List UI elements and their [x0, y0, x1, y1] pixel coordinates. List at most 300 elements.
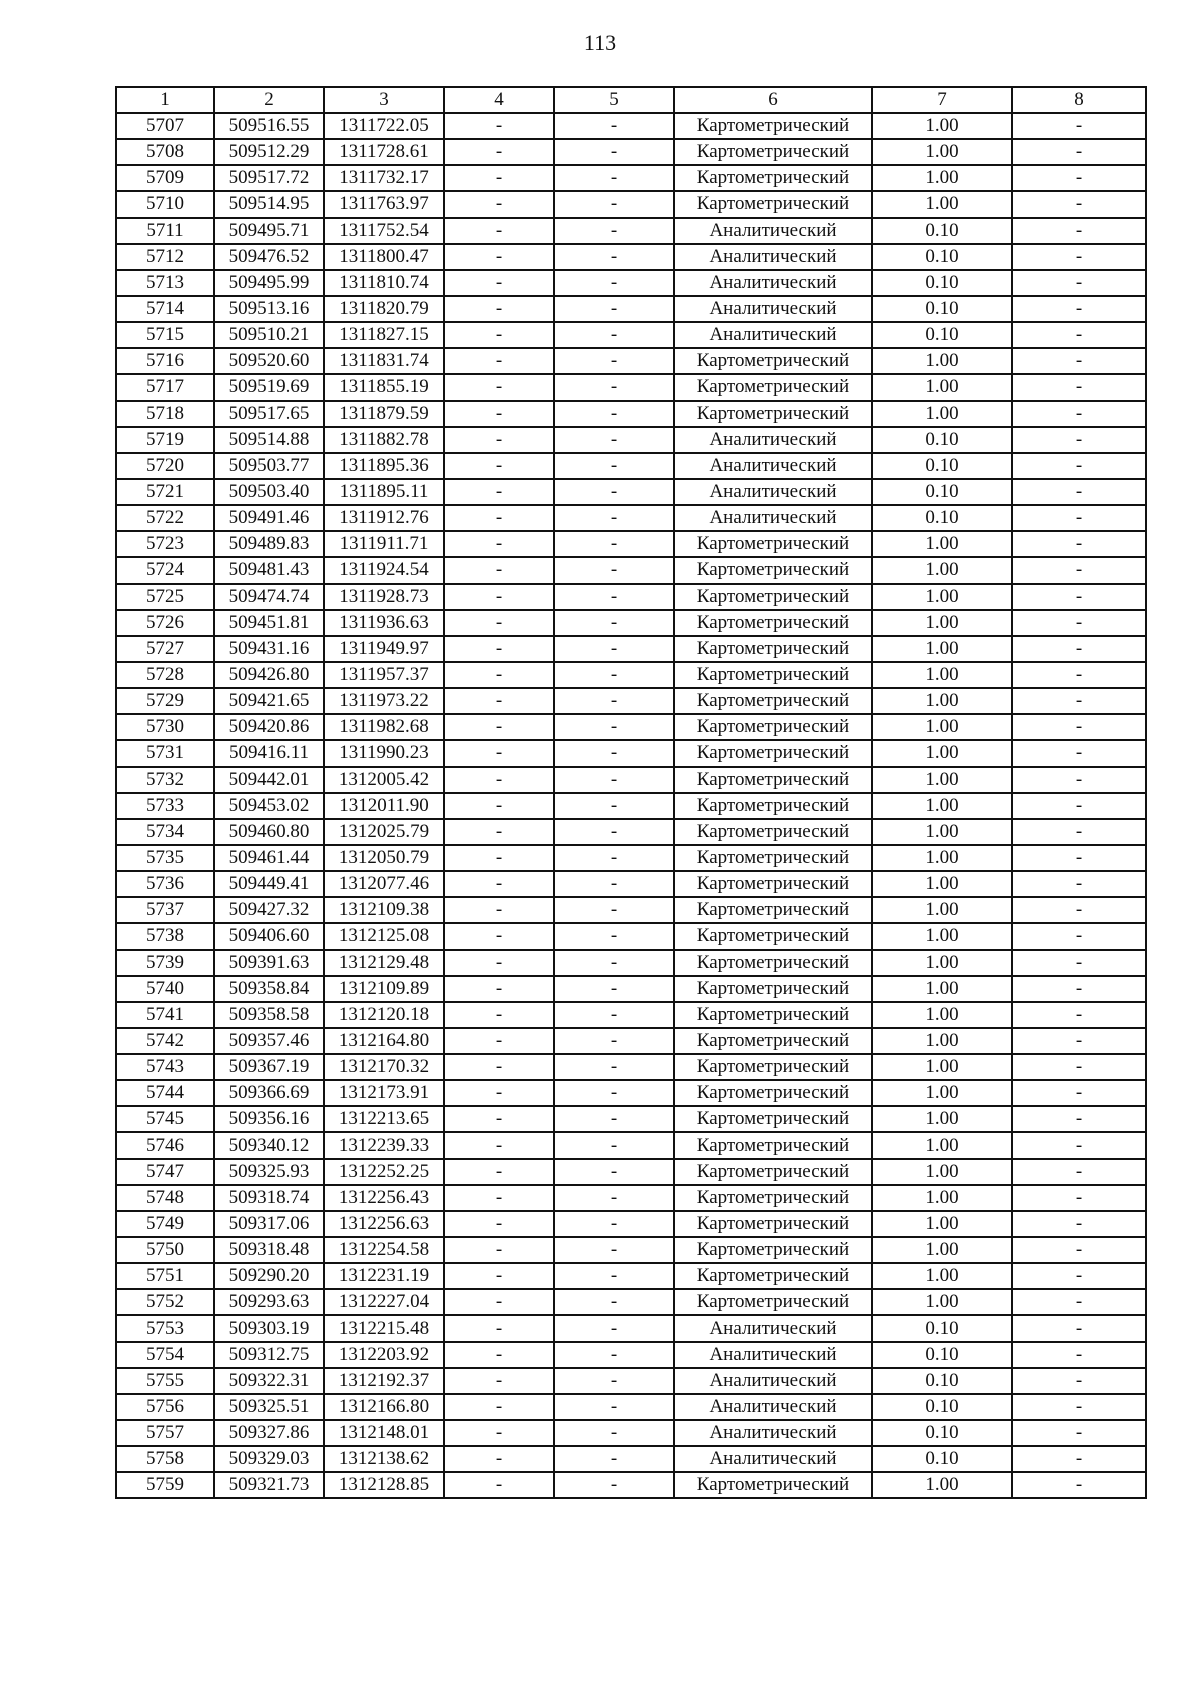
col5-cell: -	[554, 845, 674, 871]
accuracy-cell: 0.10	[872, 270, 1012, 296]
point-number-cell: 5728	[116, 662, 214, 688]
point-number-cell: 5743	[116, 1054, 214, 1080]
method-cell: Картометрический	[674, 688, 872, 714]
col5-cell: -	[554, 662, 674, 688]
method-cell: Аналитический	[674, 453, 872, 479]
x-coordinate-cell: 509321.73	[214, 1472, 324, 1498]
col8-cell: -	[1012, 505, 1146, 531]
method-cell: Аналитический	[674, 1315, 872, 1341]
method-cell: Картометрический	[674, 1185, 872, 1211]
accuracy-cell: 1.00	[872, 1237, 1012, 1263]
table-row	[116, 1472, 1146, 1498]
col4-cell: -	[444, 793, 554, 819]
x-coordinate-cell: 509420.86	[214, 714, 324, 740]
method-cell: Картометрический	[674, 1237, 872, 1263]
col8-cell: -	[1012, 584, 1146, 610]
col8-cell: -	[1012, 1185, 1146, 1211]
col4-cell: -	[444, 139, 554, 165]
point-number-cell: 5759	[116, 1472, 214, 1498]
y-coordinate-cell: 1312239.33	[324, 1132, 444, 1158]
x-coordinate-cell: 509340.12	[214, 1132, 324, 1158]
x-coordinate-cell: 509495.71	[214, 218, 324, 244]
col4-cell: -	[444, 636, 554, 662]
col4-cell: -	[444, 1237, 554, 1263]
y-coordinate-cell: 1312231.19	[324, 1263, 444, 1289]
accuracy-cell: 1.00	[872, 1159, 1012, 1185]
x-coordinate-cell: 509366.69	[214, 1080, 324, 1106]
col4-cell: -	[444, 845, 554, 871]
col5-cell: -	[554, 923, 674, 949]
col4-cell: -	[444, 1132, 554, 1158]
point-number-cell: 5735	[116, 845, 214, 871]
method-cell: Картометрический	[674, 923, 872, 949]
col8-cell: -	[1012, 871, 1146, 897]
x-coordinate-cell: 509489.83	[214, 531, 324, 557]
col8-cell: -	[1012, 1132, 1146, 1158]
col5-cell: -	[554, 897, 674, 923]
col5-cell: -	[554, 1315, 674, 1341]
point-number-cell: 5751	[116, 1263, 214, 1289]
col5-cell: -	[554, 950, 674, 976]
col8-cell: -	[1012, 557, 1146, 583]
point-number-cell: 5740	[116, 976, 214, 1002]
x-coordinate-cell: 509513.16	[214, 296, 324, 322]
y-coordinate-cell: 1312120.18	[324, 1002, 444, 1028]
x-coordinate-cell: 509416.11	[214, 740, 324, 766]
x-coordinate-cell: 509453.02	[214, 793, 324, 819]
point-number-cell: 5724	[116, 557, 214, 583]
accuracy-cell: 1.00	[872, 636, 1012, 662]
x-coordinate-cell: 509514.88	[214, 427, 324, 453]
col5-cell: -	[554, 1054, 674, 1080]
col5-cell: -	[554, 976, 674, 1002]
accuracy-cell: 1.00	[872, 871, 1012, 897]
col8-cell: -	[1012, 218, 1146, 244]
table-row	[116, 401, 1146, 427]
accuracy-cell: 1.00	[872, 793, 1012, 819]
method-cell: Картометрический	[674, 1263, 872, 1289]
col8-cell: -	[1012, 1080, 1146, 1106]
col4-cell: -	[444, 923, 554, 949]
point-number-cell: 5715	[116, 322, 214, 348]
col5-cell: -	[554, 218, 674, 244]
method-cell: Картометрический	[674, 819, 872, 845]
point-number-cell: 5708	[116, 139, 214, 165]
y-coordinate-cell: 1311895.36	[324, 453, 444, 479]
x-coordinate-cell: 509317.06	[214, 1211, 324, 1237]
col5-cell: -	[554, 584, 674, 610]
method-cell: Картометрический	[674, 374, 872, 400]
accuracy-cell: 0.10	[872, 1315, 1012, 1341]
x-coordinate-cell: 509391.63	[214, 950, 324, 976]
col8-cell: -	[1012, 1002, 1146, 1028]
col5-cell: -	[554, 1159, 674, 1185]
table-row	[116, 453, 1146, 479]
x-coordinate-cell: 509367.19	[214, 1054, 324, 1080]
accuracy-cell: 0.10	[872, 427, 1012, 453]
coordinates-table	[115, 86, 1147, 1499]
y-coordinate-cell: 1312138.62	[324, 1446, 444, 1472]
col5-cell: -	[554, 636, 674, 662]
x-coordinate-cell: 509312.75	[214, 1342, 324, 1368]
y-coordinate-cell: 1312077.46	[324, 871, 444, 897]
col4-cell: -	[444, 218, 554, 244]
y-coordinate-cell: 1312215.48	[324, 1315, 444, 1341]
y-coordinate-cell: 1311912.76	[324, 505, 444, 531]
x-coordinate-cell: 509421.65	[214, 688, 324, 714]
table-row	[116, 557, 1146, 583]
col4-cell: -	[444, 113, 554, 139]
table-row	[116, 950, 1146, 976]
accuracy-cell: 1.00	[872, 401, 1012, 427]
method-cell: Аналитический	[674, 322, 872, 348]
y-coordinate-cell: 1312011.90	[324, 793, 444, 819]
table-row	[116, 714, 1146, 740]
col4-cell: -	[444, 1394, 554, 1420]
table-row	[116, 819, 1146, 845]
col5-cell: -	[554, 1132, 674, 1158]
accuracy-cell: 0.10	[872, 453, 1012, 479]
col5-cell: -	[554, 244, 674, 270]
table-row	[116, 1028, 1146, 1054]
x-coordinate-cell: 509290.20	[214, 1263, 324, 1289]
method-cell: Картометрический	[674, 714, 872, 740]
y-coordinate-cell: 1311924.54	[324, 557, 444, 583]
x-coordinate-cell: 509427.32	[214, 897, 324, 923]
point-number-cell: 5718	[116, 401, 214, 427]
point-number-cell: 5726	[116, 610, 214, 636]
col4-cell: -	[444, 662, 554, 688]
col8-cell: -	[1012, 139, 1146, 165]
table-row	[116, 871, 1146, 897]
col8-cell: -	[1012, 950, 1146, 976]
table-row	[116, 1420, 1146, 1446]
x-coordinate-cell: 509503.40	[214, 479, 324, 505]
col4-cell: -	[444, 322, 554, 348]
col4-cell: -	[444, 1472, 554, 1498]
y-coordinate-cell: 1312125.08	[324, 923, 444, 949]
y-coordinate-cell: 1311752.54	[324, 218, 444, 244]
col8-cell: -	[1012, 113, 1146, 139]
col4-cell: -	[444, 819, 554, 845]
table-row	[116, 113, 1146, 139]
point-number-cell: 5717	[116, 374, 214, 400]
point-number-cell: 5711	[116, 218, 214, 244]
table-row	[116, 740, 1146, 766]
table-row	[116, 531, 1146, 557]
col8-cell: -	[1012, 767, 1146, 793]
table-row	[116, 1446, 1146, 1472]
x-coordinate-cell: 509503.77	[214, 453, 324, 479]
point-number-cell: 5749	[116, 1211, 214, 1237]
method-cell: Картометрический	[674, 1159, 872, 1185]
table-row	[116, 322, 1146, 348]
col4-cell: -	[444, 1446, 554, 1472]
col5-cell: -	[554, 688, 674, 714]
point-number-cell: 5731	[116, 740, 214, 766]
method-cell: Аналитический	[674, 218, 872, 244]
y-coordinate-cell: 1311763.97	[324, 191, 444, 217]
col8-cell: -	[1012, 714, 1146, 740]
col8-cell: -	[1012, 636, 1146, 662]
x-coordinate-cell: 509442.01	[214, 767, 324, 793]
point-number-cell: 5744	[116, 1080, 214, 1106]
table-row	[116, 374, 1146, 400]
col4-cell: -	[444, 871, 554, 897]
col4-cell: -	[444, 165, 554, 191]
y-coordinate-cell: 1311973.22	[324, 688, 444, 714]
y-coordinate-cell: 1311928.73	[324, 584, 444, 610]
y-coordinate-cell: 1312129.48	[324, 950, 444, 976]
method-cell: Картометрический	[674, 1211, 872, 1237]
point-number-cell: 5712	[116, 244, 214, 270]
accuracy-cell: 1.00	[872, 845, 1012, 871]
table-row	[116, 845, 1146, 871]
table-row	[116, 1159, 1146, 1185]
y-coordinate-cell: 1312252.25	[324, 1159, 444, 1185]
col4-cell: -	[444, 1185, 554, 1211]
col5-cell: -	[554, 740, 674, 766]
point-number-cell: 5720	[116, 453, 214, 479]
col4-cell: -	[444, 688, 554, 714]
y-coordinate-cell: 1311800.47	[324, 244, 444, 270]
point-number-cell: 5753	[116, 1315, 214, 1341]
x-coordinate-cell: 509357.46	[214, 1028, 324, 1054]
col8-cell: -	[1012, 1289, 1146, 1315]
point-number-cell: 5737	[116, 897, 214, 923]
accuracy-cell: 1.00	[872, 139, 1012, 165]
x-coordinate-cell: 509449.41	[214, 871, 324, 897]
accuracy-cell: 1.00	[872, 374, 1012, 400]
method-cell: Картометрический	[674, 976, 872, 1002]
column-header: 2	[214, 87, 324, 113]
x-coordinate-cell: 509519.69	[214, 374, 324, 400]
method-cell: Картометрический	[674, 1472, 872, 1498]
y-coordinate-cell: 1311911.71	[324, 531, 444, 557]
col4-cell: -	[444, 479, 554, 505]
accuracy-cell: 1.00	[872, 976, 1012, 1002]
method-cell: Картометрический	[674, 740, 872, 766]
table-row	[116, 976, 1146, 1002]
point-number-cell: 5745	[116, 1106, 214, 1132]
col8-cell: -	[1012, 845, 1146, 871]
point-number-cell: 5738	[116, 923, 214, 949]
col4-cell: -	[444, 1054, 554, 1080]
col5-cell: -	[554, 139, 674, 165]
x-coordinate-cell: 509358.84	[214, 976, 324, 1002]
col8-cell: -	[1012, 401, 1146, 427]
x-coordinate-cell: 509406.60	[214, 923, 324, 949]
col5-cell: -	[554, 1211, 674, 1237]
table-row	[116, 270, 1146, 296]
method-cell: Картометрический	[674, 1132, 872, 1158]
col4-cell: -	[444, 557, 554, 583]
col4-cell: -	[444, 244, 554, 270]
method-cell: Аналитический	[674, 244, 872, 270]
y-coordinate-cell: 1312254.58	[324, 1237, 444, 1263]
y-coordinate-cell: 1312166.80	[324, 1394, 444, 1420]
col5-cell: -	[554, 348, 674, 374]
accuracy-cell: 0.10	[872, 1446, 1012, 1472]
col4-cell: -	[444, 897, 554, 923]
table-row	[116, 218, 1146, 244]
x-coordinate-cell: 509431.16	[214, 636, 324, 662]
col8-cell: -	[1012, 296, 1146, 322]
col5-cell: -	[554, 819, 674, 845]
y-coordinate-cell: 1311882.78	[324, 427, 444, 453]
table-row	[116, 1080, 1146, 1106]
col4-cell: -	[444, 1211, 554, 1237]
method-cell: Картометрический	[674, 845, 872, 871]
accuracy-cell: 1.00	[872, 1002, 1012, 1028]
accuracy-cell: 0.10	[872, 218, 1012, 244]
table-row	[116, 479, 1146, 505]
point-number-cell: 5754	[116, 1342, 214, 1368]
col5-cell: -	[554, 322, 674, 348]
method-cell: Аналитический	[674, 296, 872, 322]
col5-cell: -	[554, 270, 674, 296]
table-row	[116, 610, 1146, 636]
table-row	[116, 1237, 1146, 1263]
accuracy-cell: 1.00	[872, 950, 1012, 976]
col8-cell: -	[1012, 1446, 1146, 1472]
col5-cell: -	[554, 1394, 674, 1420]
point-number-cell: 5758	[116, 1446, 214, 1472]
y-coordinate-cell: 1312005.42	[324, 767, 444, 793]
point-number-cell: 5713	[116, 270, 214, 296]
col5-cell: -	[554, 296, 674, 322]
col8-cell: -	[1012, 610, 1146, 636]
table-row	[116, 427, 1146, 453]
method-cell: Аналитический	[674, 1342, 872, 1368]
point-number-cell: 5722	[116, 505, 214, 531]
col8-cell: -	[1012, 427, 1146, 453]
y-coordinate-cell: 1311949.97	[324, 636, 444, 662]
col4-cell: -	[444, 427, 554, 453]
table-row	[116, 1263, 1146, 1289]
col4-cell: -	[444, 296, 554, 322]
col8-cell: -	[1012, 531, 1146, 557]
y-coordinate-cell: 1311722.05	[324, 113, 444, 139]
col5-cell: -	[554, 793, 674, 819]
method-cell: Картометрический	[674, 531, 872, 557]
accuracy-cell: 1.00	[872, 767, 1012, 793]
table-row	[116, 348, 1146, 374]
point-number-cell: 5746	[116, 1132, 214, 1158]
col8-cell: -	[1012, 1342, 1146, 1368]
col8-cell: -	[1012, 793, 1146, 819]
method-cell: Картометрический	[674, 401, 872, 427]
col4-cell: -	[444, 401, 554, 427]
col8-cell: -	[1012, 374, 1146, 400]
col5-cell: -	[554, 1420, 674, 1446]
accuracy-cell: 1.00	[872, 1185, 1012, 1211]
accuracy-cell: 0.10	[872, 1342, 1012, 1368]
col4-cell: -	[444, 1342, 554, 1368]
column-header: 5	[554, 87, 674, 113]
point-number-cell: 5710	[116, 191, 214, 217]
col8-cell: -	[1012, 976, 1146, 1002]
col4-cell: -	[444, 348, 554, 374]
y-coordinate-cell: 1311810.74	[324, 270, 444, 296]
y-coordinate-cell: 1311820.79	[324, 296, 444, 322]
col4-cell: -	[444, 1106, 554, 1132]
col5-cell: -	[554, 453, 674, 479]
table-row	[116, 296, 1146, 322]
method-cell: Картометрический	[674, 1028, 872, 1054]
x-coordinate-cell: 509474.74	[214, 584, 324, 610]
page-number: 113	[583, 30, 617, 55]
table-row	[116, 1394, 1146, 1420]
table-row	[116, 191, 1146, 217]
x-coordinate-cell: 509517.72	[214, 165, 324, 191]
method-cell: Картометрический	[674, 113, 872, 139]
column-header: 7	[872, 87, 1012, 113]
y-coordinate-cell: 1312109.89	[324, 976, 444, 1002]
table-row	[116, 1054, 1146, 1080]
col8-cell: -	[1012, 322, 1146, 348]
method-cell: Картометрический	[674, 662, 872, 688]
point-number-cell: 5725	[116, 584, 214, 610]
col5-cell: -	[554, 1080, 674, 1106]
y-coordinate-cell: 1312164.80	[324, 1028, 444, 1054]
col8-cell: -	[1012, 1315, 1146, 1341]
table-row	[116, 636, 1146, 662]
col5-cell: -	[554, 531, 674, 557]
x-coordinate-cell: 509517.65	[214, 401, 324, 427]
y-coordinate-cell: 1311855.19	[324, 374, 444, 400]
y-coordinate-cell: 1312256.43	[324, 1185, 444, 1211]
accuracy-cell: 1.00	[872, 714, 1012, 740]
x-coordinate-cell: 509491.46	[214, 505, 324, 531]
col5-cell: -	[554, 610, 674, 636]
table-row	[116, 1289, 1146, 1315]
y-coordinate-cell: 1311936.63	[324, 610, 444, 636]
method-cell: Картометрический	[674, 767, 872, 793]
y-coordinate-cell: 1311982.68	[324, 714, 444, 740]
col5-cell: -	[554, 1472, 674, 1498]
x-coordinate-cell: 509303.19	[214, 1315, 324, 1341]
y-coordinate-cell: 1311728.61	[324, 139, 444, 165]
col8-cell: -	[1012, 1106, 1146, 1132]
col5-cell: -	[554, 401, 674, 427]
method-cell: Аналитический	[674, 270, 872, 296]
method-cell: Картометрический	[674, 1080, 872, 1106]
col5-cell: -	[554, 1342, 674, 1368]
col8-cell: -	[1012, 740, 1146, 766]
accuracy-cell: 0.10	[872, 296, 1012, 322]
accuracy-cell: 1.00	[872, 610, 1012, 636]
point-number-cell: 5756	[116, 1394, 214, 1420]
col5-cell: -	[554, 505, 674, 531]
method-cell: Аналитический	[674, 479, 872, 505]
accuracy-cell: 1.00	[872, 191, 1012, 217]
method-cell: Аналитический	[674, 1446, 872, 1472]
column-header: 1	[116, 87, 214, 113]
method-cell: Картометрический	[674, 348, 872, 374]
col4-cell: -	[444, 531, 554, 557]
table-row	[116, 1315, 1146, 1341]
point-number-cell: 5732	[116, 767, 214, 793]
col5-cell: -	[554, 1368, 674, 1394]
table-row	[116, 688, 1146, 714]
accuracy-cell: 1.00	[872, 1132, 1012, 1158]
point-number-cell: 5741	[116, 1002, 214, 1028]
method-cell: Картометрический	[674, 950, 872, 976]
accuracy-cell: 1.00	[872, 113, 1012, 139]
y-coordinate-cell: 1311827.15	[324, 322, 444, 348]
x-coordinate-cell: 509481.43	[214, 557, 324, 583]
